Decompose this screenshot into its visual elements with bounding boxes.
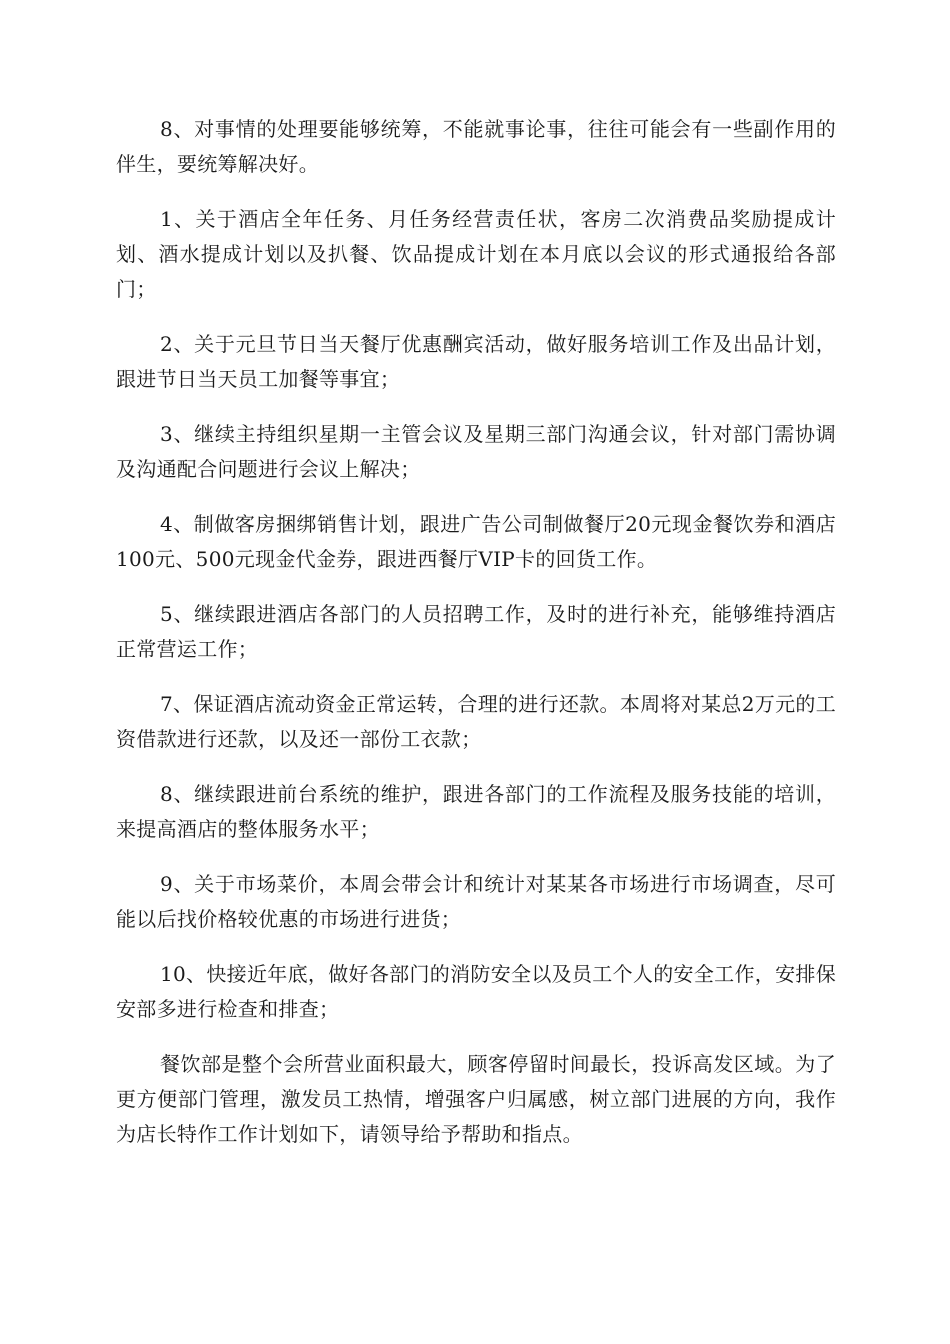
paragraph-10: 10、快接近年底，做好各部门的消防安全以及员工个人的安全工作，安排保安部多进行检查和排查；: [116, 962, 836, 1021]
paragraph-8: 8、继续跟进前台系统的维护，跟进各部门的工作流程及服务技能的培训，来提高酒店的整体服务水平；: [116, 782, 836, 841]
paragraph-5: 4、制做客房捆绑销售计划，跟进广告公司制做餐厅20元现金餐饮券和酒店100元、500元现金代金券，跟进西餐厅VIP卡的回货工作。: [116, 512, 836, 571]
paragraph-7: 7、保证酒店流动资金正常运转，合理的进行还款。本周将对某总2万元的工资借款进行还款，以及还一部份工衣款；: [116, 692, 836, 751]
paragraph-9: 9、关于市场菜价，本周会带会计和统计对某某各市场进行市场调查，尽可能以后找价格较优惠的市场进行进货；: [116, 872, 836, 931]
paragraph-11: 餐饮部是整个会所营业面积最大，顾客停留时间最长，投诉高发区域。为了更方便部门管理，激发员工热情，增强客户归属感，树立部门进展的方向，我作为店长特作工作计划如下，请领导给予帮助和指点。: [116, 1052, 836, 1146]
document-body: [116, 112, 836, 1172]
paragraph-2: 1、关于酒店全年任务、月任务经营责任状，客房二次消费品奖励提成计划、酒水提成计划以及扒餐、饮品提成计划在本月底以会议的形式通报给各部门；: [116, 207, 836, 301]
paragraph-3: 2、关于元旦节日当天餐厅优惠酬宾活动，做好服务培训工作及出品计划，跟进节日当天员工加餐等事宜；: [116, 332, 836, 391]
paragraph-1: 8、对事情的处理要能够统筹，不能就事论事，往往可能会有一些副作用的伴生，要统筹解决好。: [116, 117, 836, 176]
paragraph-4: 3、继续主持组织星期一主管会议及星期三部门沟通会议，针对部门需协调及沟通配合问题进行会议上解决；: [116, 422, 836, 481]
paragraph-6: 5、继续跟进酒店各部门的人员招聘工作，及时的进行补充，能够维持酒店正常营运工作；: [116, 602, 836, 661]
